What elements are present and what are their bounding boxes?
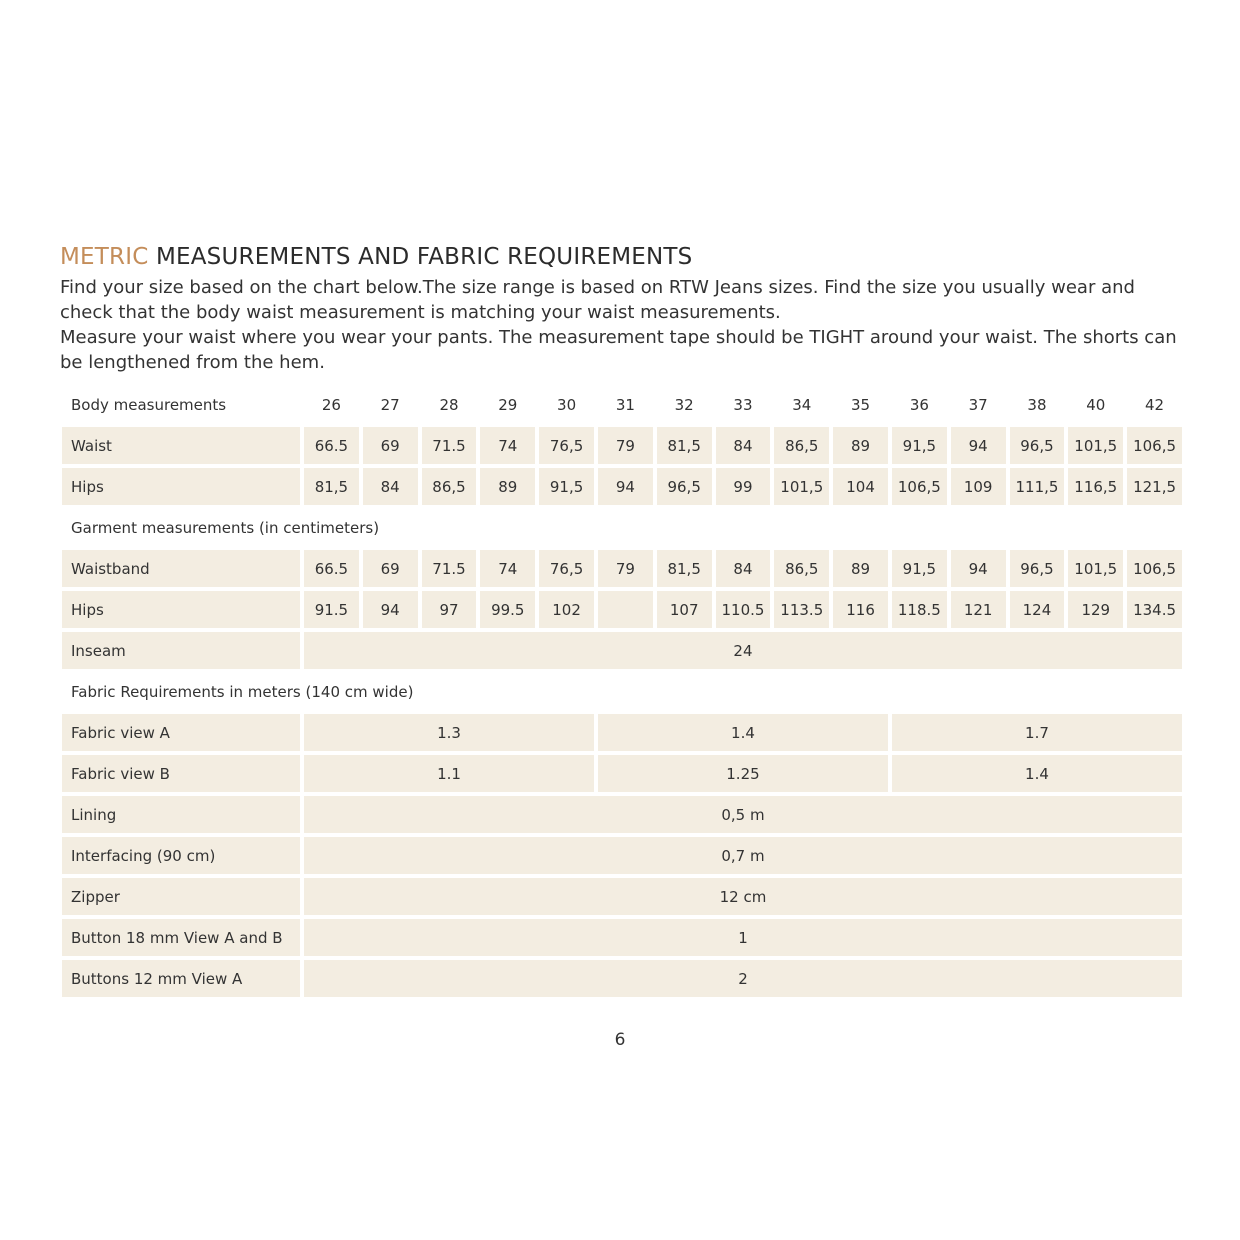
garment-hips-cell: 116 (833, 591, 888, 628)
waist-cell: 106,5 (1127, 427, 1182, 464)
waistband-cell: 106,5 (1127, 550, 1182, 587)
size-header: 28 (439, 395, 459, 414)
measurement-table (62, 386, 1178, 997)
body-hips-cell: 81,5 (304, 468, 359, 505)
garment-hips-cell: 129 (1068, 591, 1123, 628)
button-18mm-label: Button 18 mm View A and B (62, 919, 300, 956)
body-hips-cell: 91,5 (539, 468, 594, 505)
garment-hips-cell (598, 591, 653, 628)
garment-hips-cell: 107 (657, 591, 712, 628)
size-header: 42 (1145, 395, 1165, 414)
body-hips-cell: 109 (951, 468, 1006, 505)
waist-label: Waist (62, 427, 300, 464)
size-header: 33 (733, 395, 753, 414)
inseam-label: Inseam (62, 632, 300, 669)
body-hips-cell: 94 (598, 468, 653, 505)
garment-hips-cell: 91.5 (304, 591, 359, 628)
garment-hips-cell: 121 (951, 591, 1006, 628)
waist-cell: 96,5 (1010, 427, 1065, 464)
interfacing-value: 0,7 m (304, 837, 1182, 874)
body-hips-cell: 111,5 (1010, 468, 1065, 505)
body-hips-cell: 104 (833, 468, 888, 505)
garment-measurements-header: Garment measurements (in centimeters) (71, 518, 380, 537)
waist-cell: 86,5 (774, 427, 829, 464)
size-header: 31 (615, 395, 635, 414)
body-hips-cell: 86,5 (422, 468, 477, 505)
size-header: 37 (968, 395, 988, 414)
zipper-label: Zipper (62, 878, 300, 915)
body-hips-cell: 99 (716, 468, 771, 505)
waistband-cell: 76,5 (539, 550, 594, 587)
fabric-requirements-header: Fabric Requirements in meters (140 cm wide) (71, 682, 414, 701)
waist-cell: 71.5 (422, 427, 477, 464)
body-measurements-header: Body measurements (71, 395, 227, 414)
garment-hips-cell: 94 (363, 591, 418, 628)
size-header: 27 (380, 395, 400, 414)
size-header: 35 (851, 395, 871, 414)
inseam-value: 24 (304, 632, 1182, 669)
intro-paragraph-1: Find your size based on the chart below.The size range is based on RTW Jeans sizes. Find the size you usually wear and check that the body waist measurement is matching your waist measurements. (60, 277, 1135, 323)
waistband-cell: 84 (716, 550, 771, 587)
interfacing-label: Interfacing (90 cm) (62, 837, 300, 874)
intro-text (60, 275, 1190, 375)
waistband-cell: 66.5 (304, 550, 359, 587)
page-number: 6 (614, 1030, 626, 1050)
fabric-view-a-cell: 1.3 (304, 714, 594, 751)
waistband-cell: 101,5 (1068, 550, 1123, 587)
size-header: 30 (557, 395, 577, 414)
garment-hips-label: Hips (62, 591, 300, 628)
intro-paragraph-2: Measure your waist where you wear your pants. The measurement tape should be TIGHT around your waist. The shorts can be lengthened from the hem. (60, 327, 1177, 373)
size-header: 29 (498, 395, 518, 414)
waist-cell: 76,5 (539, 427, 594, 464)
fabric-view-a-cell: 1.7 (892, 714, 1182, 751)
waistband-cell: 81,5 (657, 550, 712, 587)
waist-cell: 74 (480, 427, 535, 464)
fabric-view-a-label: Fabric view A (62, 714, 300, 751)
size-header: 40 (1086, 395, 1106, 414)
garment-hips-cell: 97 (422, 591, 477, 628)
fabric-view-b-label: Fabric view B (62, 755, 300, 792)
waistband-cell: 74 (480, 550, 535, 587)
fabric-view-b-cell: 1.4 (892, 755, 1182, 792)
body-hips-cell: 101,5 (774, 468, 829, 505)
garment-hips-cell: 113.5 (774, 591, 829, 628)
body-hips-cell: 96,5 (657, 468, 712, 505)
waist-cell: 91,5 (892, 427, 947, 464)
waistband-cell: 96,5 (1010, 550, 1065, 587)
lining-value: 0,5 m (304, 796, 1182, 833)
garment-hips-cell: 99.5 (480, 591, 535, 628)
waist-cell: 84 (716, 427, 771, 464)
buttons-12mm-label: Buttons 12 mm View A (62, 960, 300, 997)
fabric-view-b-cell: 1.1 (304, 755, 594, 792)
title-accent: METRIC (60, 244, 149, 270)
waist-cell: 101,5 (1068, 427, 1123, 464)
waist-cell: 94 (951, 427, 1006, 464)
page-title (60, 244, 692, 270)
body-hips-cell: 116,5 (1068, 468, 1123, 505)
body-hips-cell: 84 (363, 468, 418, 505)
waistband-cell: 86,5 (774, 550, 829, 587)
size-header: 26 (321, 395, 341, 414)
body-hips-cell: 89 (480, 468, 535, 505)
waist-cell: 79 (598, 427, 653, 464)
fabric-view-b-cell: 1.25 (598, 755, 888, 792)
waistband-cell: 89 (833, 550, 888, 587)
waistband-label: Waistband (62, 550, 300, 587)
waist-cell: 81,5 (657, 427, 712, 464)
buttons-12mm-value: 2 (304, 960, 1182, 997)
body-hips-cell: 106,5 (892, 468, 947, 505)
waistband-cell: 79 (598, 550, 653, 587)
lining-label: Lining (62, 796, 300, 833)
waistband-cell: 91,5 (892, 550, 947, 587)
button-18mm-value: 1 (304, 919, 1182, 956)
garment-hips-cell: 118.5 (892, 591, 947, 628)
size-header: 36 (909, 395, 929, 414)
waist-cell: 89 (833, 427, 888, 464)
title-rest: MEASUREMENTS AND FABRIC REQUIREMENTS (148, 244, 693, 270)
zipper-value: 12 cm (304, 878, 1182, 915)
body-hips-cell: 121,5 (1127, 468, 1182, 505)
waist-cell: 69 (363, 427, 418, 464)
size-header: 32 (674, 395, 694, 414)
waistband-cell: 69 (363, 550, 418, 587)
garment-hips-cell: 110.5 (716, 591, 771, 628)
garment-hips-cell: 102 (539, 591, 594, 628)
waistband-cell: 94 (951, 550, 1006, 587)
garment-hips-cell: 124 (1010, 591, 1065, 628)
size-header: 38 (1027, 395, 1047, 414)
garment-hips-cell: 134.5 (1127, 591, 1182, 628)
fabric-view-a-cell: 1.4 (598, 714, 888, 751)
size-header: 34 (792, 395, 812, 414)
body-hips-label: Hips (62, 468, 300, 505)
waistband-cell: 71.5 (422, 550, 477, 587)
waist-cell: 66.5 (304, 427, 359, 464)
